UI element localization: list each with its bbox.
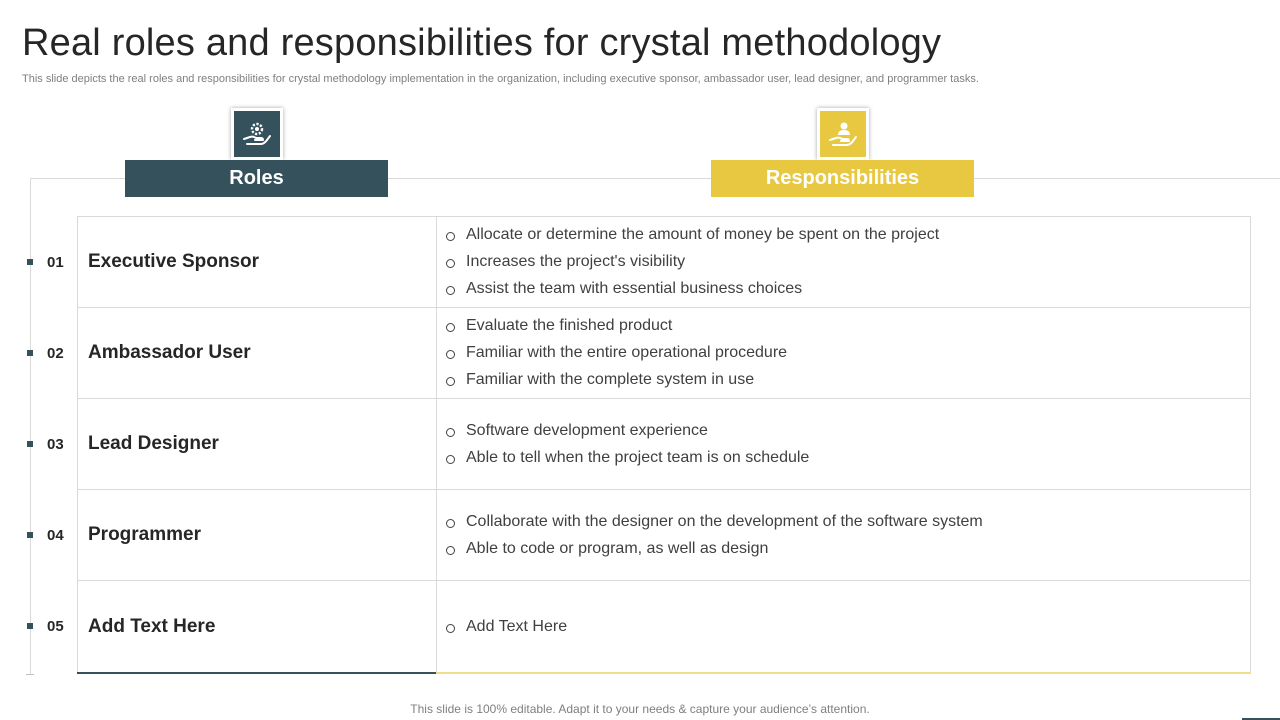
responsibility-item: Evaluate the finished product xyxy=(446,313,787,340)
responsibilities-icon-box xyxy=(817,108,869,160)
circle-bullet-icon xyxy=(446,232,455,241)
responsibilities-bottom-bar xyxy=(436,672,1251,674)
circle-bullet-icon xyxy=(446,323,455,332)
responsibility-item: Able to code or program, as well as design xyxy=(446,535,983,562)
row-number: 01 xyxy=(26,252,76,272)
circle-bullet-icon xyxy=(446,259,455,268)
slide-title: Real roles and responsibilities for crystal methodology xyxy=(22,22,942,64)
row-number: 02 xyxy=(26,343,76,363)
row-number: 05 xyxy=(26,616,76,636)
square-marker-icon xyxy=(27,350,33,356)
role-name: Programmer xyxy=(88,524,201,545)
circle-bullet-icon xyxy=(446,546,455,555)
table-row xyxy=(78,581,1250,672)
responsibility-list xyxy=(446,308,787,398)
responsibility-item: Assist the team with essential business choices xyxy=(446,276,939,303)
responsibility-list xyxy=(446,399,809,489)
role-name: Lead Designer xyxy=(88,433,219,454)
circle-bullet-icon xyxy=(446,428,455,437)
responsibility-item: Familiar with the entire operational procedure xyxy=(446,340,787,367)
gear-hand-icon xyxy=(241,118,273,150)
role-name: Ambassador User xyxy=(88,342,251,363)
roles-header: Roles xyxy=(125,160,388,197)
responsibilities-header: Responsibilities xyxy=(711,160,974,197)
square-marker-icon xyxy=(27,623,33,629)
circle-bullet-icon xyxy=(446,455,455,464)
responsibility-item: Familiar with the complete system in use xyxy=(446,367,787,394)
responsibility-item: Allocate or determine the amount of money be spent on the project xyxy=(446,222,939,249)
frame-foot-tick xyxy=(26,674,34,675)
row-number: 03 xyxy=(26,434,76,454)
slide-subtitle: This slide depicts the real roles and responsibilities for crystal methodology implementation in the organization, including executive sponsor, ambassador user, lead designer, and programmer tasks. xyxy=(22,73,979,85)
responsibility-item: Collaborate with the designer on the development of the software system xyxy=(446,508,983,535)
slide-footer: This slide is 100% editable. Adapt it to your needs & capture your audience’s attention. xyxy=(410,702,870,716)
circle-bullet-icon xyxy=(446,377,455,386)
responsibility-list xyxy=(446,490,983,580)
row-number: 04 xyxy=(26,525,76,545)
square-marker-icon xyxy=(27,532,33,538)
responsibility-list xyxy=(446,581,567,672)
responsibility-item: Able to tell when the project team is on schedule xyxy=(446,444,809,471)
circle-bullet-icon xyxy=(446,519,455,528)
role-name: Add Text Here xyxy=(88,615,216,637)
table-row xyxy=(78,399,1250,490)
roles-bottom-bar xyxy=(77,672,436,674)
table-row xyxy=(78,217,1250,308)
responsibility-item: Software development experience xyxy=(446,417,809,444)
role-name: Executive Sponsor xyxy=(88,251,260,272)
table-row xyxy=(78,490,1250,581)
circle-bullet-icon xyxy=(446,286,455,295)
roles-table xyxy=(77,216,1251,673)
responsibility-item: Add Text Here xyxy=(446,613,567,640)
responsibility-list xyxy=(446,217,939,307)
square-marker-icon xyxy=(27,441,33,447)
circle-bullet-icon xyxy=(446,624,455,633)
square-marker-icon xyxy=(27,259,33,265)
circle-bullet-icon xyxy=(446,350,455,359)
roles-icon-box xyxy=(231,108,283,160)
hand-person-icon xyxy=(827,118,859,150)
table-row xyxy=(78,308,1250,399)
responsibility-item: Increases the project's visibility xyxy=(446,249,939,276)
